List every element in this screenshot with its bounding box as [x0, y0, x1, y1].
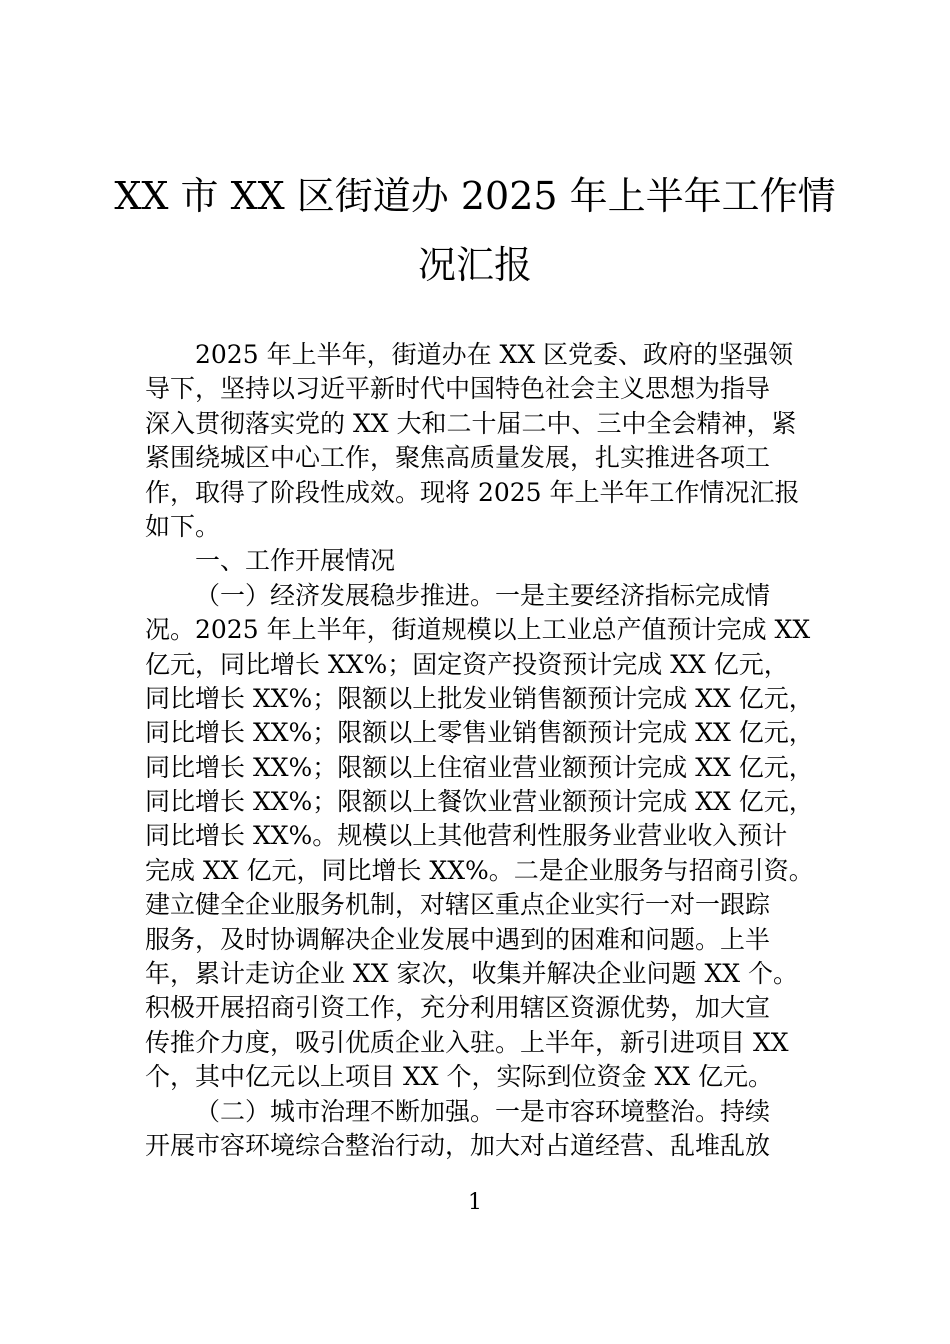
- paragraph-line: 同比增长 XX%；限额以上餐饮业营业额预计完成 XX 亿元，: [145, 787, 814, 817]
- paragraph-line: 导下，坚持以习近平新时代中国特色社会主义思想为指导: [145, 374, 771, 404]
- paragraph-line: 建立健全企业服务机制，对辖区重点企业实行一对一跟踪: [145, 890, 771, 920]
- document-title-line-2: 况汇报: [417, 243, 532, 287]
- paragraph-line: 个，其中亿元以上项目 XX 个，实际到位资金 XX 亿元。: [145, 1062, 773, 1092]
- paragraph-line: 同比增长 XX%；限额以上住宿业营业额预计完成 XX 亿元，: [145, 752, 814, 782]
- paragraph-line: 同比增长 XX%。规模以上其他营利性服务业营业收入预计: [145, 821, 788, 851]
- paragraph-line: （二）城市治理不断加强。一是市容环境整治。持续: [195, 1096, 771, 1126]
- paragraph-line: 亿元，同比增长 XX%；固定资产投资预计完成 XX 亿元，: [145, 649, 789, 679]
- document-body: [145, 338, 835, 1163]
- paragraph-line: 服务，及时协调解决企业发展中遇到的困难和问题。上半: [145, 924, 771, 954]
- document-title-line-1: XX 市 XX 区街道办 2025 年上半年工作情: [114, 174, 836, 218]
- paragraph-line: 深入贯彻落实党的 XX 大和二十届二中、三中全会精神，紧: [145, 408, 797, 438]
- paragraph-line: 况。2025 年上半年，街道规模以上工业总产值预计完成 XX: [145, 615, 811, 645]
- paragraph-line: 如下。: [145, 511, 221, 541]
- paragraph-line: 同比增长 XX%；限额以上零售业销售额预计完成 XX 亿元，: [145, 718, 814, 748]
- paragraph-line: 紧围绕城区中心工作，聚焦高质量发展，扎实推进各项工: [145, 443, 771, 473]
- paragraph-line: 传推介力度，吸引优质企业入驻。上半年，新引进项目 XX: [145, 1027, 789, 1057]
- paragraph-line: （一）经济发展稳步推进。一是主要经济指标完成情: [195, 580, 771, 610]
- paragraph-line: 年，累计走访企业 XX 家次，收集并解决企业问题 XX 个。: [145, 959, 798, 989]
- paragraph-line: 作，取得了阶段性成效。现将 2025 年上半年工作情况汇报: [145, 477, 800, 507]
- paragraph-line: 开展市容环境综合整治行动，加大对占道经营、乱堆乱放: [145, 1130, 771, 1160]
- paragraph-line: 积极开展招商引资工作，充分利用辖区资源优势，加大宣: [145, 993, 771, 1023]
- section-heading: 一、工作开展情况: [195, 546, 396, 576]
- paragraph-line: 同比增长 XX%；限额以上批发业销售额预计完成 XX 亿元，: [145, 683, 814, 713]
- paragraph-line: 完成 XX 亿元，同比增长 XX%。二是企业服务与招商引资。: [145, 855, 814, 885]
- paragraph-line: 2025 年上半年，街道办在 XX 区党委、政府的坚强领: [195, 340, 794, 369]
- page-number: 1: [468, 1190, 482, 1215]
